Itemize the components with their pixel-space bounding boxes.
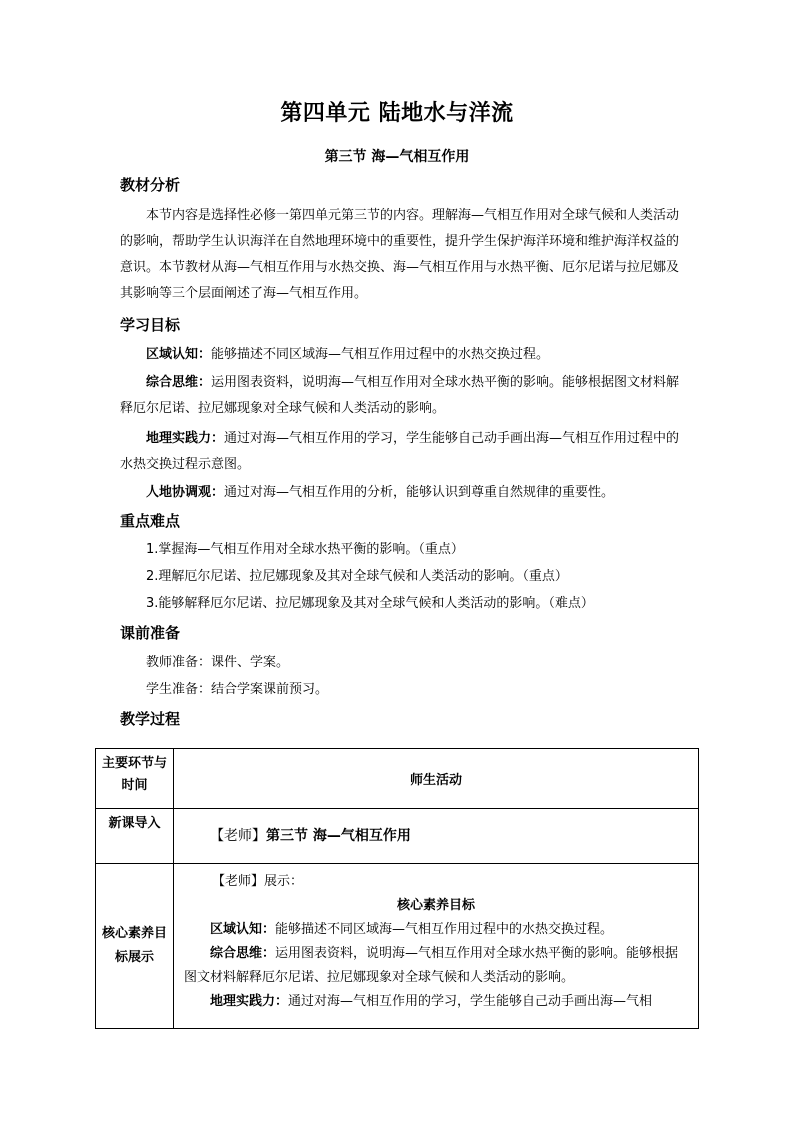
stage-label: 核心素养目标展示 (101, 926, 167, 965)
keypoint-item: 3.能够解释厄尔尼诺、拉尼娜现象及其对全球气候和人类活动的影响。（难点） (146, 596, 594, 611)
prep-item: 学生准备：结合学案课前预习。 (146, 682, 329, 697)
prep-item: 教师准备：课件、学案。 (146, 655, 290, 670)
goal-text: 运用图表资料，说明海—气相互作用对全球水热平衡的影响。能够根据图文材料解释厄尔尼诺、拉尼娜现象对全球气候和人类活动的影响。 (184, 946, 679, 985)
goal-label: 区域认知： (146, 347, 212, 362)
goal-item (184, 942, 688, 990)
goal-item (120, 426, 680, 478)
stage-cell (96, 864, 174, 1029)
goal-label: 人地协调观： (146, 485, 225, 500)
core-goal-title: 核心素养目标 (396, 898, 475, 913)
keypoints-heading: 重点难点 (120, 512, 181, 530)
prep-heading: 课前准备 (120, 624, 181, 642)
goals-heading: 学习目标 (120, 316, 181, 334)
keypoint-item: 2.理解厄尔尼诺、拉尼娜现象及其对全球气候和人类活动的影响。（重点） (146, 569, 568, 584)
goal-item (184, 918, 688, 942)
show-line (184, 870, 688, 894)
goal-label: 综合思维： (210, 946, 276, 961)
keypoint-item: 1.掌握海—气相互作用对全球水热平衡的影响。（重点） (146, 542, 464, 557)
goal-text: 能够描述不同区域海—气相互作用过程中的水热交换过程。 (211, 347, 550, 362)
goal-text: 运用图表资料，说明海—气相互作用对全球水热平衡的影响。能够根据图文材料解释厄尔尼诺、拉尼娜现象对全球气候和人类活动的影响。 (120, 375, 680, 416)
goal-label: 地理实践力： (210, 994, 289, 1009)
analysis-text: 本节内容是选择性必修一第四单元第三节的内容。理解海—气相互作用对全球气候和人类活动的影响，帮助学生认识海洋在自然地理环境中的重要性，提升学生保护海洋环境和维护海洋权益的意识。本节教材从海—气相互作用与水热交换、海—气相互作用与水热平衡、厄尔尼诺与拉尼娜及其影响等三个层面阐述了海—气相互作用。 (120, 208, 680, 301)
goal-item (120, 370, 680, 422)
header-activity-cell (174, 749, 699, 809)
header-stage-cell (96, 749, 174, 809)
goal-label: 区域认知： (210, 922, 276, 937)
section-subtitle: 第三节 海—气相互作用 (324, 149, 470, 165)
show-text: 展示： (264, 874, 304, 889)
goal-text: 通过对海—气相互作用的学习，学生能够自己动手画出海—气相 (288, 994, 653, 1009)
process-table (95, 748, 699, 1029)
goal-text: 通过对海—气相互作用的学习，学生能够自己动手画出海—气相互作用过程中的水热交换过程示意图。 (120, 431, 680, 472)
process-heading: 教学过程 (120, 710, 181, 728)
teacher-tag: 【老师】 (212, 874, 265, 889)
header-activity-label: 师生活动 (409, 773, 462, 788)
header-stage-label: 主要环节与时间 (101, 756, 167, 793)
goal-label: 地理实践力： (146, 431, 225, 446)
goal-item (120, 342, 680, 368)
stage-cell (96, 809, 174, 864)
activity-cell (174, 809, 699, 864)
teacher-tag: 【老师】 (210, 828, 266, 844)
unit-title: 第四单元 陆地水与洋流 (280, 101, 514, 126)
goal-text: 通过对海—气相互作用的分析，能够认识到尊重自然规律的重要性。 (224, 485, 615, 500)
analysis-heading: 教材分析 (120, 176, 181, 194)
activity-cell (174, 864, 699, 1029)
table-header-row (96, 749, 699, 809)
table-row (96, 809, 699, 864)
goal-label: 综合思维： (146, 375, 212, 390)
goal-item (184, 990, 688, 1014)
stage-label: 新课导入 (108, 816, 161, 831)
goal-text: 能够描述不同区域海—气相互作用过程中的水热交换过程。 (275, 922, 614, 937)
lesson-title: 第三节 海—气相互作用 (266, 828, 411, 844)
table-row (96, 864, 699, 1029)
goal-item (120, 480, 680, 506)
